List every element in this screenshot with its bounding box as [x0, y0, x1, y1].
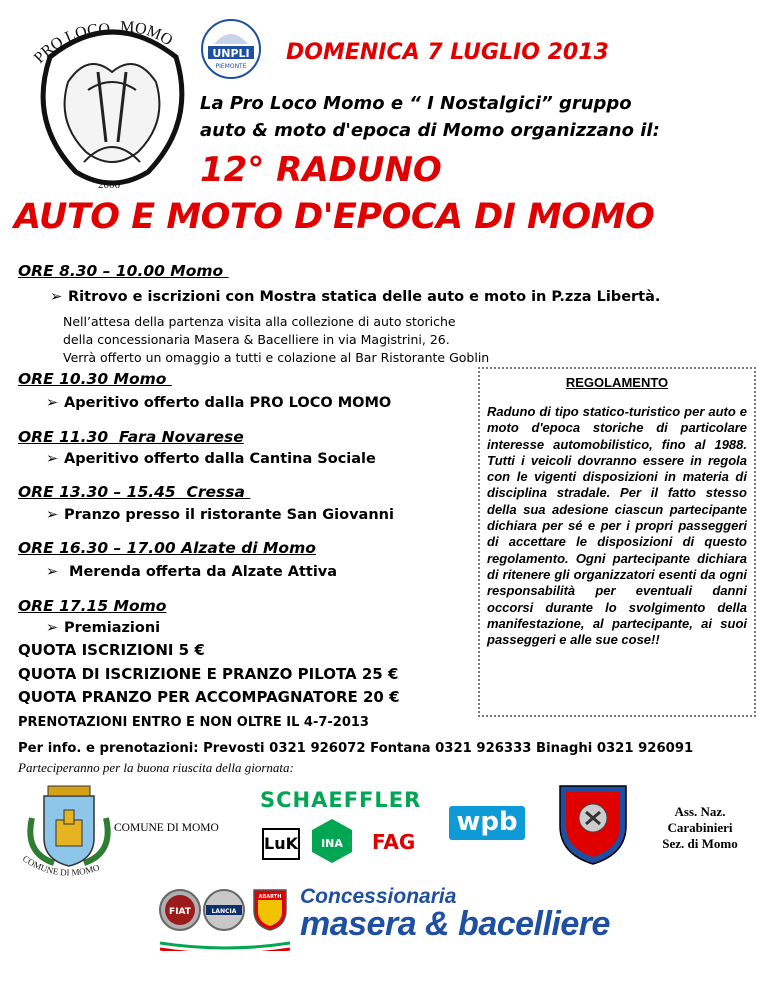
schedule-item-4 — [46, 507, 394, 523]
schedule-item-6-text: Premiazioni — [64, 620, 161, 636]
note-2: della concessionaria Masera & Bacelliere in via Magistrini, 26. — [63, 332, 450, 347]
schaeffler-logo: SCHAEFFLER — [260, 788, 422, 812]
logo-arc-right: MOMO — [119, 18, 176, 50]
intro-line-2: auto & moto d'epoca di Momo organizzano il: — [200, 120, 660, 141]
carabinieri-line-1: Ass. Naz. — [674, 804, 726, 819]
regolamento-text: Raduno di tipo statico-turistico per auto e moto d'epoca storiche di particolare interesse automobilistico, fino al 1988. Tutti i veicoli dovranno essere in regola con le vigenti disposizioni in materia di disciplina stradale. Per il fatto stesso della sua adesione ciascun partecipante dichiara per sé e per i propri passeggeri di accettare le disposizioni di questo regolamento. Ogni partecipante dichiara di ritenere gli organizzatori esenti da ogni responsabilità per eventuali danni occorsi durante lo svolgimento della manifestazione, al partecipante, ai suoi passeggeri e alle sue cose!! — [487, 404, 747, 648]
event-date: DOMENICA 7 LUGLIO 2013 — [286, 40, 609, 65]
concessionaria-line-2: masera & bacelliere — [300, 905, 610, 943]
concessionaria-line-1: Concessionaria — [300, 885, 457, 908]
bullet-arrow-icon: ➢ — [50, 289, 63, 305]
unpli-name: UNPLI — [212, 47, 250, 60]
carabinieri-line-2: Carabinieri — [667, 820, 733, 835]
fiat-badge — [158, 888, 202, 932]
raduno-number: 12° RADUNO — [200, 150, 442, 190]
quota-2: QUOTA DI ISCRIZIONE E PRANZO PILOTA 25 € — [18, 665, 399, 683]
schedule-item-2 — [46, 395, 391, 411]
unpli-region: PIEMONTE — [215, 63, 247, 70]
comune-label: COMUNE DI MOMO — [114, 822, 219, 834]
bullet-arrow-icon: ➢ — [46, 395, 59, 411]
quota-3: QUOTA PRANZO PER ACCOMPAGNATORE 20 € — [18, 688, 400, 706]
pro-loco-logo — [28, 12, 196, 194]
schedule-item-5 — [46, 564, 337, 580]
schedule-time-4: ORE 13.30 – 15.45 Cressa — [18, 483, 251, 501]
schedule-item-1 — [50, 289, 660, 305]
note-3: Verrà offerto un omaggio a tutti e colazione al Bar Ristorante Goblin — [63, 350, 490, 365]
ina-logo — [311, 818, 353, 864]
luk-logo: LuK — [262, 828, 300, 860]
comune-arc-text: COMUNE DI MOMO — [20, 853, 101, 878]
schedule-time-1: ORE 8.30 – 10.00 Momo — [18, 262, 229, 280]
fiat-text: FIAT — [169, 907, 191, 917]
note-1: Nell’attesa della partenza visita alla collezione di auto storiche — [63, 314, 456, 329]
info-line: Per info. e prenotazioni: Prevosti 0321 926072 Fontana 0321 926333 Binaghi 0321 926091 — [18, 741, 694, 756]
regolamento-box — [478, 367, 756, 717]
schedule-item-6 — [46, 620, 160, 636]
schedule-item-3-text: Aperitivo offerto dalla Cantina Sociale — [64, 451, 376, 467]
schedule-time-2: ORE 10.30 Momo — [18, 370, 172, 388]
lancia-text: LANCIA — [211, 908, 237, 915]
bullet-arrow-icon: ➢ — [46, 451, 59, 467]
participants-line: Parteciperanno per la buona riuscita della giornata: — [18, 760, 294, 775]
abarth-badge — [250, 886, 290, 932]
carabinieri-line-3: Sez. di Momo — [662, 836, 738, 851]
italian-flag-stripes — [160, 936, 290, 946]
main-title: AUTO E MOTO D'EPOCA DI MOMO — [14, 197, 655, 237]
prenotazioni-deadline: PRENOTAZIONI ENTRO E NON OLTRE IL 4-7-2013 — [18, 715, 369, 730]
abarth-text: ABARTH — [258, 894, 282, 900]
bullet-arrow-icon: ➢ — [46, 564, 59, 580]
schedule-time-3: ORE 11.30 Fara Novarese — [18, 428, 244, 446]
comune-crest — [14, 778, 124, 888]
intro-line-1: La Pro Loco Momo e “ I Nostalgici” gruppo — [200, 93, 632, 114]
schedule-item-2-text: Aperitivo offerto dalla PRO LOCO MOMO — [64, 395, 392, 411]
logo-year: 2006 — [98, 179, 120, 191]
ina-text: INA — [321, 837, 343, 850]
bullet-arrow-icon: ➢ — [46, 507, 59, 523]
logo-arc-left: PRO LOCO — [30, 20, 111, 67]
schedule-time-6: ORE 17.15 Momo — [18, 597, 167, 615]
bullet-arrow-icon: ➢ — [46, 620, 59, 636]
regolamento-title: REGOLAMENTO — [565, 375, 669, 390]
unpli-logo — [200, 18, 262, 80]
schedule-time-5: ORE 16.30 – 17.00 Alzate di Momo — [18, 539, 316, 557]
schedule-item-5-text: Merenda offerta da Alzate Attiva — [64, 564, 338, 580]
schedule-item-3 — [46, 451, 376, 467]
schedule-item-1-text: Ritrovo e iscrizioni con Mostra statica delle auto e moto in P.zza Libertà. — [68, 289, 661, 305]
fag-logo: FAG — [372, 830, 416, 854]
wpb-logo: wpb — [449, 806, 525, 840]
lancia-badge — [200, 888, 248, 932]
carabinieri-crest — [556, 782, 630, 866]
schedule-item-4-text: Pranzo presso il ristorante San Giovanni — [64, 507, 394, 523]
quota-1: QUOTA ISCRIZIONI 5 € — [18, 641, 205, 659]
